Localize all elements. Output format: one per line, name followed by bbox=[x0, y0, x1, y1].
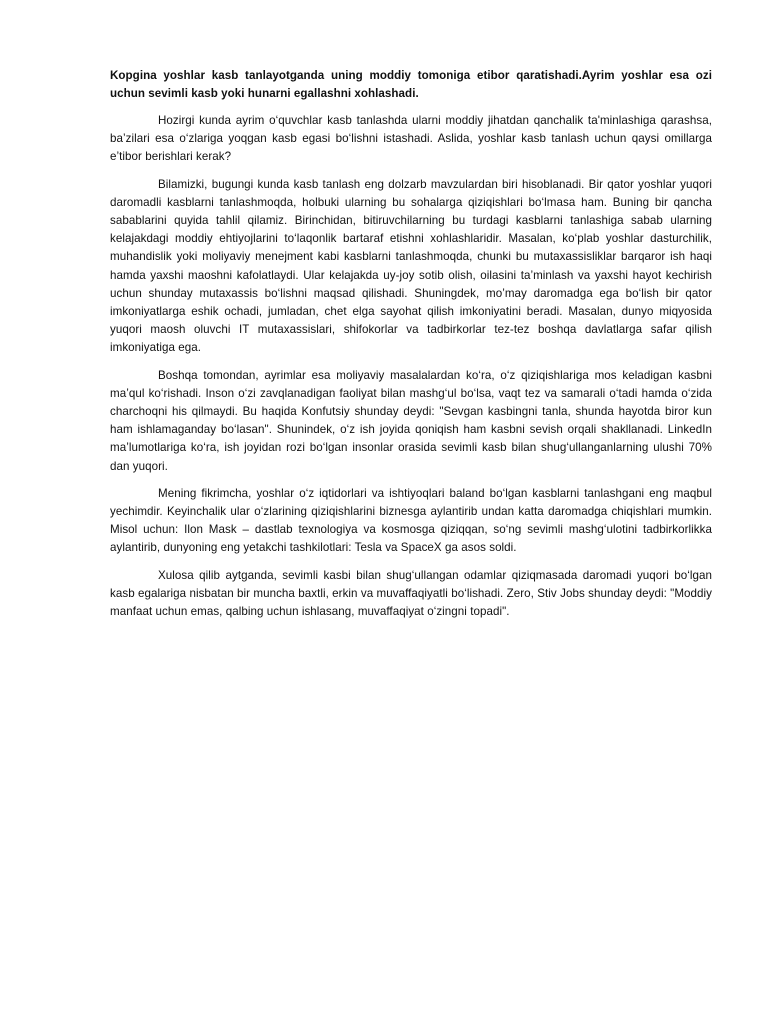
paragraph-conclusion: Xulosa qilib aytganda, sevimli kasbi bilan shug‘ullangan odamlar qiziqmasada daromadi yuqori bo‘lgan kasb egalariga nisbatan bir muncha baxtli, erkin va muvaffaqiyatli bo‘lishadi. Zero, Stiv Jobs shunday deydi: "Moddiy manfaat uchun emas, qalbing uchun ishlasang, muvaffaqiyat o‘zingni topadi". bbox=[110, 568, 712, 619]
document-body bbox=[110, 67, 712, 630]
paragraph-passion-careers: Boshqa tomondan, ayrimlar esa moliyaviy masalalardan ko‘ra, o‘z qiziqishlariga mos keladigan kasbni ma’qul ko‘rishadi. Inson o‘zi zavqlanadigan faoliyat bilan mashg‘ul bo‘lsa, vaqt tez va samarali o‘tadi hamda o‘zida charchoqni his qilmaydi. Bu haqida Konfutsiy shunday deydi: "Sevgan kasbingni tanla, shunda hayotda biror kun ham ishlamaganday bo‘lasan". Shunindek, o‘z ish joyida qoniqish ham kasbni sevish orqali shakllanadi. LinkedIn ma’lumotlariga ko‘ra, ish joyidan rozi bo‘lgan insonlar orasida sevimli kasb bilan shug‘ullanganlarning ulushi 70% dan yuqori. bbox=[110, 368, 712, 473]
document-title: Kopgina yoshlar kasb tanlayotganda uning moddiy tomoniga etibor qaratishadi.Ayrim yoshlar esa ozi uchun sevimli kasb yoki hunarni egallashni xohlashadi. bbox=[110, 69, 712, 100]
paragraph-opinion: Mening fikrimcha, yoshlar o‘z iqtidorlari va ishtiyoqlari baland bo‘lgan kasblarni tanlashgani eng maqbul yechimdir. Keyinchalik ular o‘zlarining qiziqishlarini biznesga aylantirib undan katta daromadga chiqishlari mumkin. Misol uchun: Ilon Mask – dastlab texnologiya va kosmosga qiziqqan, so‘ng sevimli mashg‘ulotini tadbirkorlikka aylantirib, dunyoning eng yetakchi tashkilotlari: Tesla va SpaceX ga asos soldi. bbox=[110, 486, 712, 555]
paragraph-intro: Hozirgi kunda ayrim o‘quvchlar kasb tanlashda ularni moddiy jihatdan qanchalik ta'minlashiga qarashsa, ba’zilari esa o‘zlariga yoqgan kasb egasi bo‘lishni istashadi. Aslida, yoshlar kasb tanlash uchun qaysi omillarga e’tibor berishlari kerak? bbox=[110, 114, 712, 164]
paragraph-income-careers: Bilamizki, bugungi kunda kasb tanlash eng dolzarb mavzulardan biri hisoblanadi. Bir qator yoshlar yuqori daromadli kasblarni tanlashmoqda, holbuki ularning bu sohalarga qiziqishlari bo‘lmasa ham. Buning bir qancha sabablarini quyida tahlil qilamiz. Birinchidan, bitiruvchilarning bu turdagi kasblarni tanlashiga sabab ularning kelajakdagi moddiy ehtiyojlarini to‘laqonlik bartaraf etishni xohlashlaridir. Masalan, ko‘plab yoshlar dasturchilik, muhandislik yoki moliyaviy menejment kabi kasblarni tanlashmoqda, chunki bu mutaxassisliklar barqaror ish haqi hamda yaxshi maoshni kafolatlaydi. Ular kelajakda uy-joy sotib olish, oilasini ta’minlash va yaxshi hayot kechirish uchun shunday mutaxassis bo‘lishni maqsad qilishadi. Shuningdek, mo’may daromadga ega bo‘lish bir qator imkoniyatlarga eshik ochadi, jumladan, chet elga sayohat qilish imkoniyatini beradi. Masalan, dunyo miqyosida yuqori maosh oluvchi IT mutaxassislari, shifokorlar va tadbirkorlar tez-tez boshqa davlatlarga safar qilish imkoniyatiga ega. bbox=[110, 177, 712, 355]
